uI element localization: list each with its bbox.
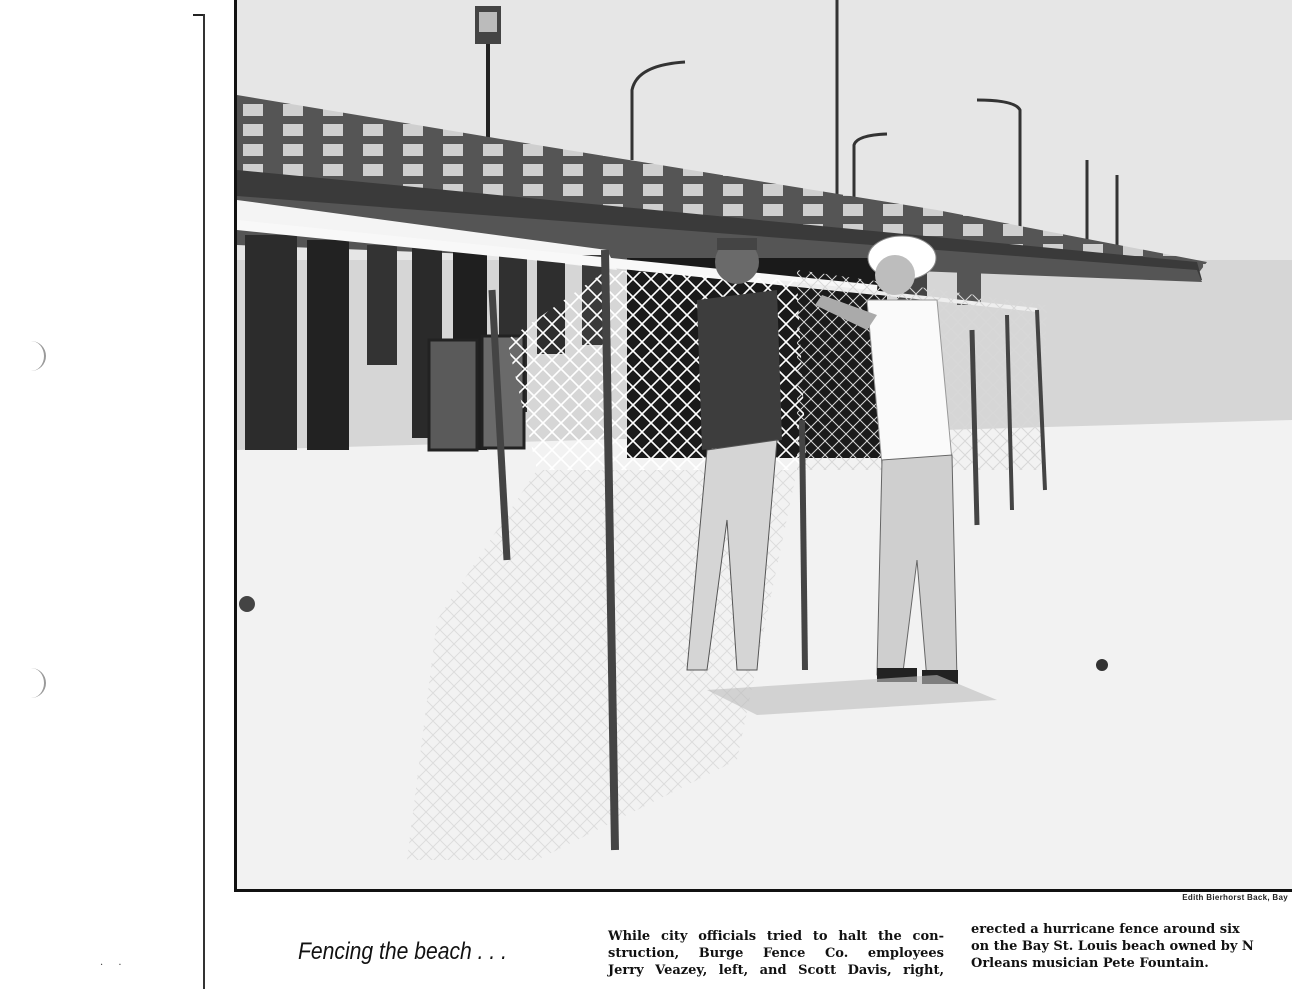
caption-line: Jerry Veazey, left, and Scott Davis, right, xyxy=(608,963,944,978)
caption-line: on the Bay St. Louis beach owned by N xyxy=(971,939,1254,954)
caption-column-2 xyxy=(971,921,1292,972)
caption-line: erected a hurricane fence around six xyxy=(971,922,1240,937)
caption-line: struction, Burge Fence Co. employees xyxy=(608,946,944,961)
binder-hole-mark xyxy=(24,668,46,698)
margin-rule xyxy=(203,14,205,989)
binder-hole-mark xyxy=(24,341,46,371)
caption-line: While city officials tried to halt the con- xyxy=(608,929,944,944)
photo-credit: Edith Bierhorst Back, Bay xyxy=(1182,893,1288,902)
caption-line: Orleans musician Pete Fountain. xyxy=(971,956,1209,971)
headline: Fencing the beach . . . xyxy=(298,938,507,965)
trash-cans xyxy=(429,336,524,450)
paper-specks: · · xyxy=(100,960,128,971)
caption-column-1 xyxy=(608,928,944,979)
news-photo xyxy=(234,0,1292,892)
